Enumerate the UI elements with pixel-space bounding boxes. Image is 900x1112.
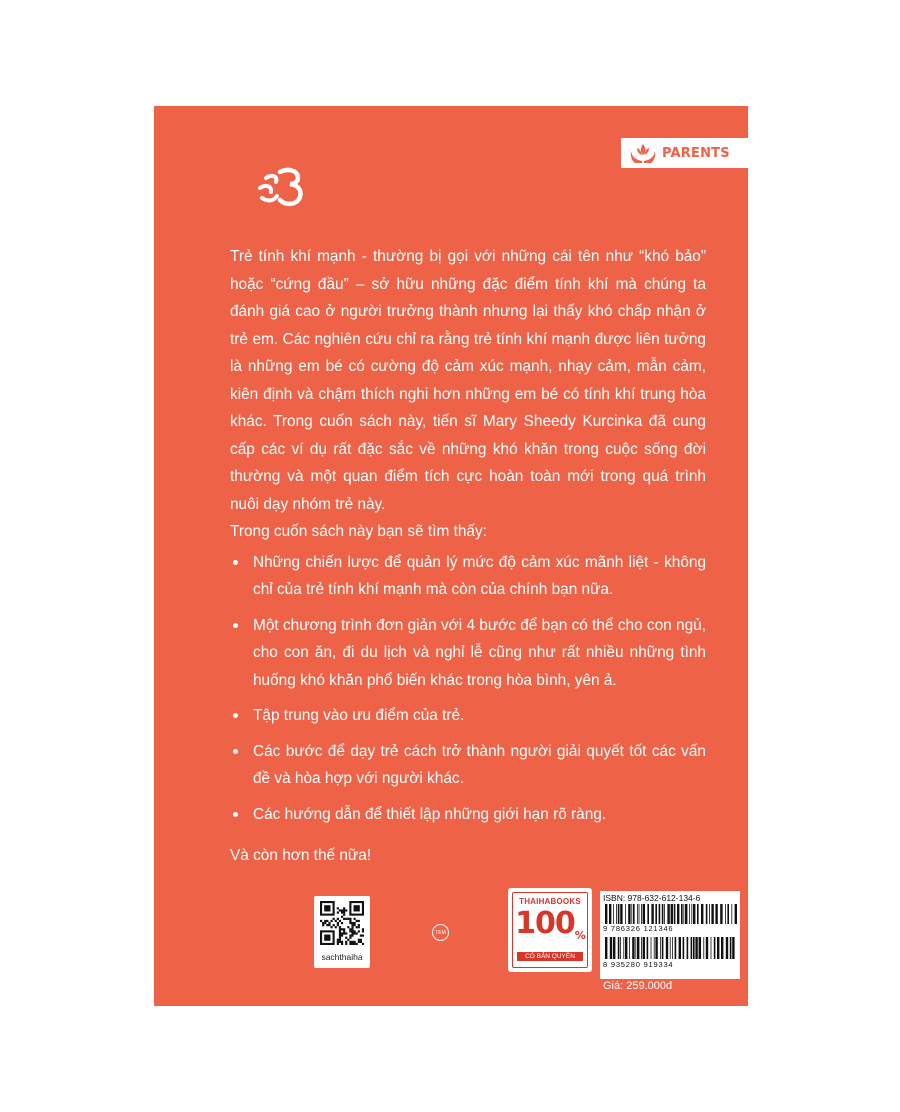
price-label: Giá: 259.000đ: [603, 980, 673, 992]
isbn-barcode-digits: 9 786326 121346: [603, 924, 674, 933]
list-item: Các hướng dẫn để thiết lập những giới hạn rõ ràng.: [230, 801, 706, 829]
qr-code-icon[interactable]: [320, 901, 364, 945]
copyright-percent: 100%: [515, 906, 585, 942]
description-lead-in: Trong cuốn sách này bạn sẽ tìm thấy:: [230, 523, 487, 540]
thaiha-swirl-icon: [254, 164, 312, 210]
barcode-panel: [600, 891, 740, 979]
description-closing: Và còn hơn thế nữa!: [230, 847, 372, 864]
parents-badge: [621, 138, 748, 168]
book-description: [230, 243, 706, 870]
bullet-dot-icon: [233, 623, 238, 628]
isbn-barcode-icon: [603, 904, 737, 924]
copyright-brand: THAIHABOOKS: [519, 897, 581, 906]
list-item: Những chiến lược để quản lý mức độ cảm xúc mãnh liệt - không chỉ của trẻ tính khí mạnh mà còn của chính bạn nữa.: [230, 549, 706, 604]
list-item: Một chương trình đơn giản với 4 bước để bạn có thể cho con ngủ, cho con ăn, đi du lịch và nghỉ lễ cũng như rất nhiều những tình huống khó khăn phổ biến khác trong hòa bình, yên ả.: [230, 612, 706, 695]
parents-badge-label: PARENTS: [662, 145, 730, 161]
ean-barcode-icon: [603, 937, 737, 959]
back-cover: [154, 106, 748, 1006]
copyright-text: CÓ BẢN QUYỀN: [517, 952, 583, 961]
bullet-dot-icon: [233, 713, 238, 718]
list-item: Tập trung vào ưu điểm của trẻ.: [230, 702, 706, 730]
bullet-dot-icon: [233, 749, 238, 754]
hands-lotus-icon: [629, 141, 657, 165]
description-intro: Trẻ tính khí mạnh - thường bị gọi với những cái tên như “khó bảo” hoặc “cứng đầu” – sở hữu những đặc điểm tính khí mà chúng ta đánh giá cao ở người trưởng thành nhưng lại thấy khó chấp nhận ở trẻ em. Các nghiên cứu chỉ ra rằng trẻ tính khí mạnh được liên tưởng là những em bé có cường độ cảm xúc mạnh, nhạy cảm, mẫn cảm, kiên định và chậm thích nghi hơn những em bé có tính khí trung hòa khác. Trong cuốn sách này, tiến sĩ Mary Sheedy Kurcinka đã cung cấp các ví dụ rất đặc sắc về những khó khăn trong cuộc sống đời thường và một quan điểm tích cực hoàn toàn mới trong quá trình nuôi dạy nhóm trẻ này.: [230, 248, 706, 513]
qr-code-card[interactable]: [314, 896, 370, 968]
isbn-number: ISBN: 978-632-612-134-6: [603, 893, 701, 903]
stamp-seal: [432, 924, 449, 941]
copyright-stamp: [508, 888, 592, 972]
qr-code-label: sachthaiha: [321, 952, 363, 962]
stamp-label: TEM: [435, 929, 446, 936]
list-item: Các bước để dạy trẻ cách trở thành người giải quyết tốt các vấn đề và hòa hợp với người khác.: [230, 738, 706, 793]
copyright-stamp-frame: [512, 892, 588, 968]
ean-barcode-digits: 8 935280 919334: [603, 960, 674, 969]
bullet-dot-icon: [233, 812, 238, 817]
description-bullet-list: [230, 549, 706, 829]
bullet-dot-icon: [233, 560, 238, 565]
